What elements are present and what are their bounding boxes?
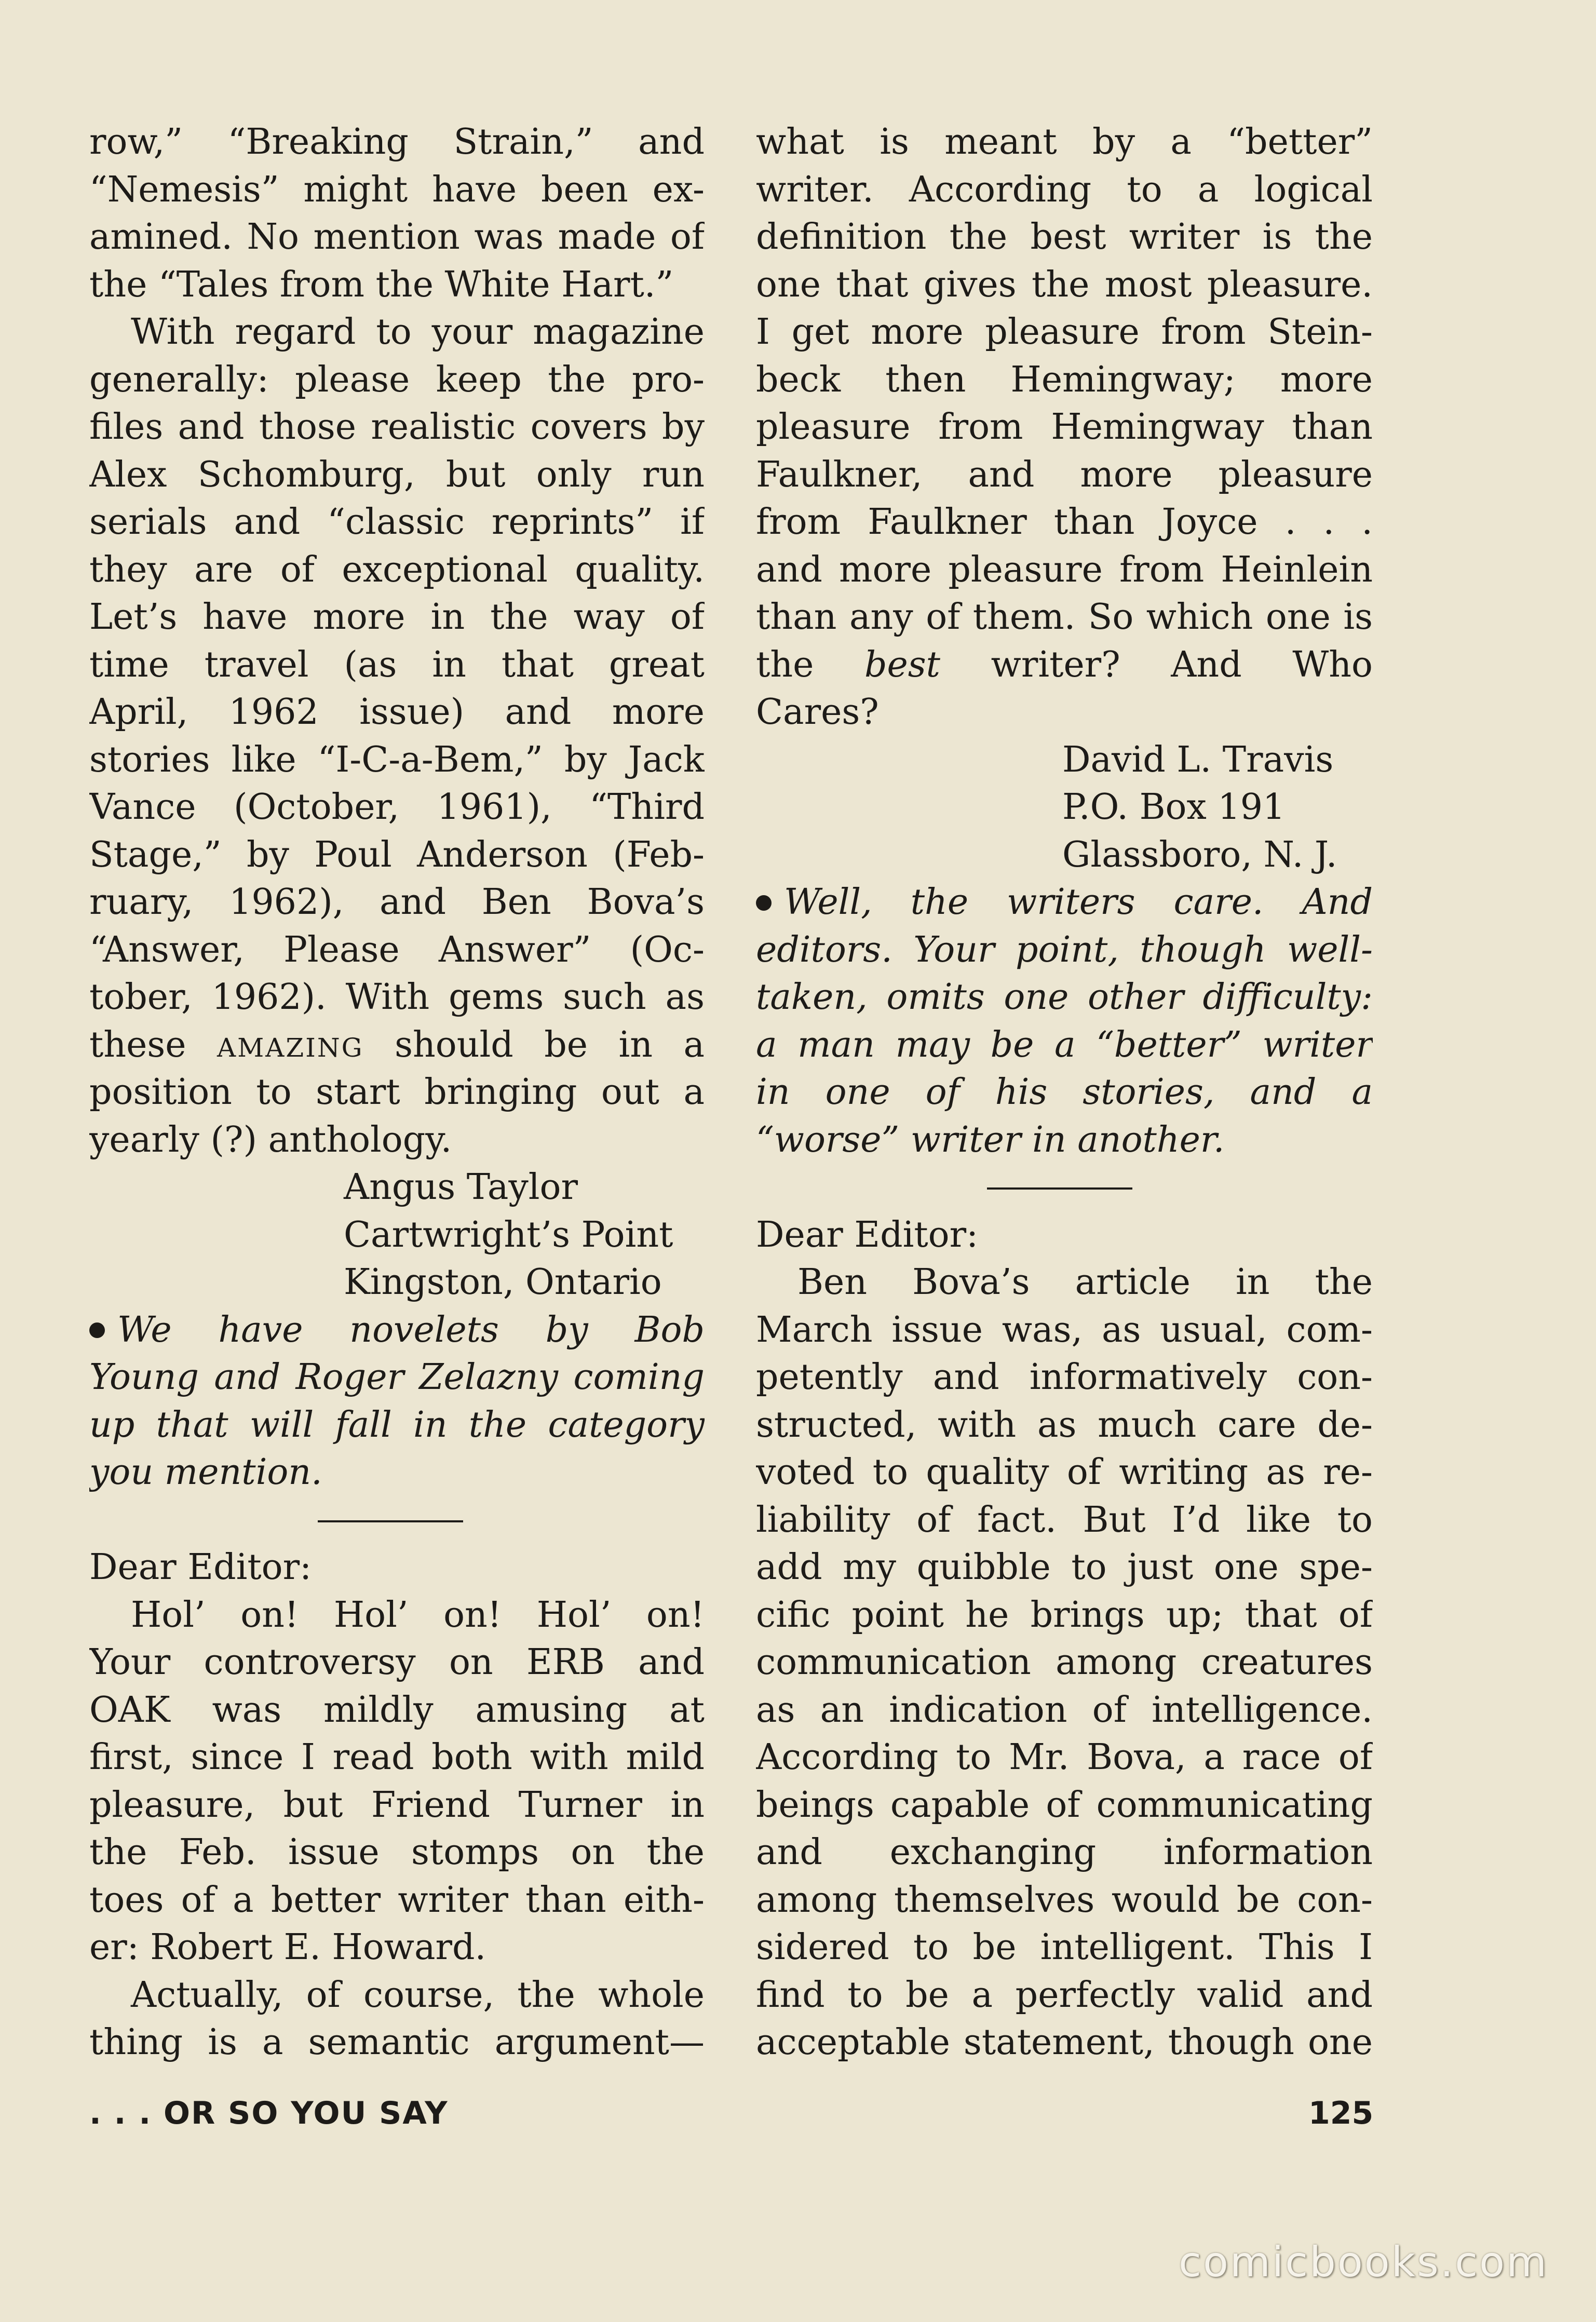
text-line: than any of them. So which one is	[756, 597, 1373, 638]
separator-rule	[756, 1164, 1373, 1211]
left-column	[89, 118, 705, 2067]
editor-reply-line: “worse” writer in another.	[756, 1119, 1225, 1160]
text-line: cific point he brings up; that of	[756, 1594, 1373, 1636]
text-line: March issue was, as usual, com-	[756, 1309, 1373, 1351]
text-line: OAK was mildly amusing at	[89, 1689, 705, 1731]
text-line: Your controversy on ERB and	[89, 1642, 705, 1683]
text-line: amined. No mention was made of	[89, 217, 705, 258]
text-line: files and those realistic covers by	[89, 407, 705, 448]
signature-address: P.O. Box 191	[1062, 787, 1286, 828]
signature-address: Cartwright’s Point	[344, 1214, 673, 1256]
text-line: Hol’ on! Hol’ on! Hol’ on!	[131, 1594, 705, 1636]
editor-reply-line: a man may be a “better” writer	[756, 1024, 1373, 1065]
right-column	[756, 118, 1373, 2067]
text-line: toes of a better writer than eith-	[89, 1879, 705, 1921]
text-line: among themselves would be con-	[756, 1879, 1373, 1921]
letter-salutation: Dear Editor:	[756, 1214, 979, 1256]
page-number: 125	[1308, 2095, 1374, 2131]
text-line: and more pleasure from Heinlein	[756, 549, 1373, 590]
text-line: Cares?	[756, 692, 879, 733]
text-line: voted to quality of writing as re-	[756, 1452, 1373, 1493]
signature-city: Glassboro, N. J.	[1062, 834, 1337, 875]
text-line: er: Robert E. Howard.	[89, 1927, 486, 1968]
text-line: structed, with as much care de-	[756, 1404, 1373, 1446]
signature-name: David L. Travis	[1062, 739, 1334, 780]
text-line: “Nemesis” might have been ex-	[89, 169, 705, 210]
text-line: Let’s have more in the way of	[89, 597, 705, 638]
editor-reply-line: up that will fall in the category	[89, 1404, 705, 1446]
letter-salutation: Dear Editor:	[89, 1547, 312, 1588]
text-fragment: writer? And Who	[991, 644, 1373, 685]
text-line: April, 1962 issue) and more	[89, 692, 705, 733]
section-title-footer: . . . OR SO YOU SAY	[89, 2095, 449, 2131]
text-line: they are of exceptional quality.	[89, 549, 705, 590]
text-line: the “Tales from the White Hart.”	[89, 264, 674, 305]
text-line: “Answer, Please Answer” (Oc-	[89, 929, 705, 970]
text-line: yearly (?) anthology.	[89, 1119, 452, 1160]
text-line: find to be a perfectly valid and	[756, 1974, 1373, 2016]
text-line-amazing	[89, 1021, 705, 1069]
text-line: add my quibble to just one spe-	[756, 1547, 1373, 1588]
text-line: Ben Bova’s article in the	[797, 1262, 1373, 1303]
emphasized-word: best	[864, 644, 941, 685]
text-line: what is meant by a “better”	[756, 122, 1373, 163]
text-line: time travel (as in that great	[89, 644, 705, 685]
text-line-best	[756, 641, 1373, 689]
text-line: first, since I read both with mild	[89, 1737, 705, 1778]
text-line: pleasure from Hemingway than	[756, 407, 1373, 448]
text-line: tober, 1962). With gems such as	[89, 977, 705, 1018]
text-line: According to Mr. Bova, a race of	[756, 1737, 1373, 1778]
magazine-title-smallcaps: AMAZING	[217, 1032, 364, 1063]
text-line: Actually, of course, the whole	[131, 1974, 705, 2016]
text-line: petently and informatively con-	[756, 1357, 1373, 1398]
text-line: pleasure, but Friend Turner in	[89, 1784, 705, 1826]
text-line: and exchanging information	[756, 1832, 1373, 1873]
bullet-icon	[89, 1322, 105, 1338]
editor-reply-line: taken, omits one other difficulty:	[756, 977, 1373, 1018]
editor-reply-line: We have novelets by Bob	[89, 1306, 705, 1354]
text-line: With regard to your magazine	[131, 312, 705, 353]
text-fragment: the	[756, 644, 814, 685]
text-fragment: these	[89, 1024, 186, 1065]
text-line: one that gives the most pleasure.	[756, 264, 1373, 305]
editor-reply-line: in one of his stories, and a	[756, 1072, 1373, 1113]
text-line: I get more pleasure from Stein-	[756, 312, 1373, 353]
text-line: Vance (October, 1961), “Third	[89, 787, 705, 828]
text-line: acceptable statement, though one	[756, 2022, 1373, 2063]
text-line: writer. According to a logical	[756, 169, 1373, 210]
editor-reply-line: you mention.	[89, 1452, 322, 1493]
text-line: Faulkner, and more pleasure	[756, 454, 1373, 495]
watermark: comicbooks.com	[1179, 2238, 1549, 2286]
text-fragment: should be in a	[395, 1024, 705, 1065]
signature-city: Kingston, Ontario	[344, 1262, 662, 1303]
text-line: serials and “classic reprints” if	[89, 502, 705, 543]
editor-reply-line: editors. Your point, though well-	[756, 929, 1373, 970]
text-line: as an indication of intelligence.	[756, 1689, 1373, 1731]
text-line: communication among creatures	[756, 1642, 1373, 1683]
text-line: definition the best writer is the	[756, 217, 1373, 258]
text-line: row,” “Breaking Strain,” and	[89, 122, 705, 163]
text-line: Alex Schomburg, but only run	[89, 454, 705, 495]
text-line: from Faulkner than Joyce . . .	[756, 502, 1373, 543]
signature-name: Angus Taylor	[344, 1167, 578, 1208]
text-line: Stage,” by Poul Anderson (Feb-	[89, 834, 705, 875]
text-line: position to start bringing out a	[89, 1072, 705, 1113]
text-line: liability of fact. But I’d like to	[756, 1499, 1373, 1541]
text-line: thing is a semantic argument—	[89, 2022, 705, 2063]
text-line: stories like “I-C-a-Bem,” by Jack	[89, 739, 705, 780]
separator-rule	[89, 1496, 705, 1544]
text-line: beings capable of communicating	[756, 1784, 1373, 1826]
text-line: beck then Hemingway; more	[756, 359, 1373, 400]
text-line: the Feb. issue stomps on the	[89, 1832, 705, 1873]
text-line: sidered to be intelligent. This I	[756, 1927, 1373, 1968]
editor-reply-line: Young and Roger Zelazny coming	[89, 1357, 705, 1398]
bullet-icon	[756, 895, 772, 911]
text-line: generally: please keep the pro-	[89, 359, 705, 400]
text-line: ruary, 1962), and Ben Bova’s	[89, 882, 705, 923]
editor-reply-line: Well, the writers care. And	[756, 879, 1373, 926]
